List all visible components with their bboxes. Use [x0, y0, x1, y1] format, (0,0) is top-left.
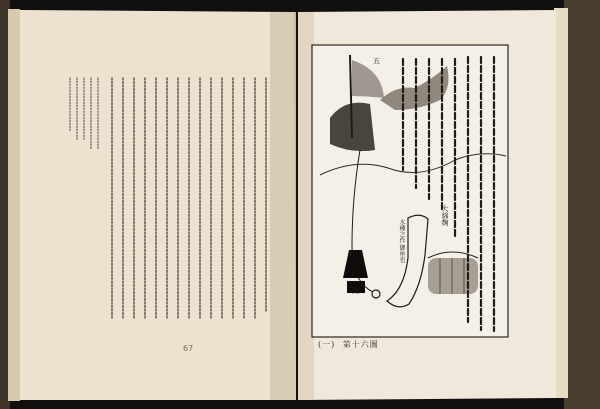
- basket-note: 水種之作 御座也: [398, 219, 405, 263]
- caption-title: 第十六圖: [342, 340, 379, 349]
- left-page-number: 67: [183, 344, 194, 353]
- figure-caption: [318, 339, 379, 350]
- illustration-plate: [312, 45, 508, 337]
- vessel-label: 大綿麹: [441, 205, 449, 226]
- weight-label: 鋼: [352, 287, 359, 295]
- plate-mark: 五: [373, 57, 380, 65]
- caption-marks: (一): [318, 340, 336, 349]
